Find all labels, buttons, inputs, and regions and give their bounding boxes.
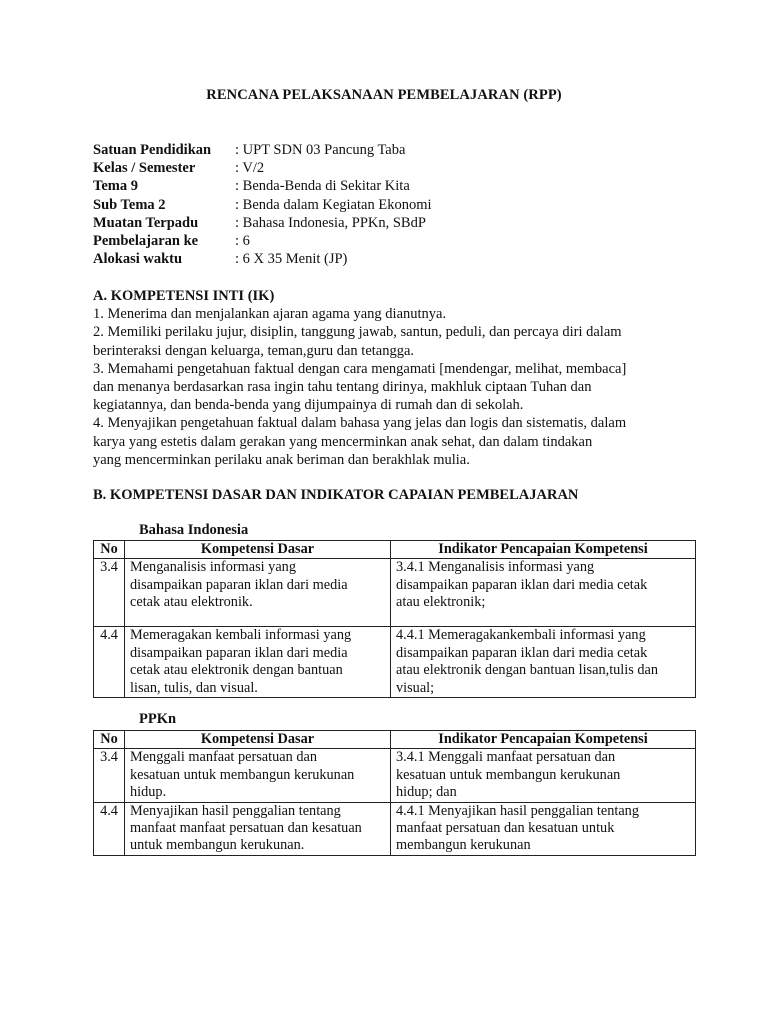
cell-line: untuk membangun kerukunan. [130, 837, 305, 854]
table-header-row [94, 731, 696, 749]
subject-label-bahasa-indonesia: Bahasa Indonesia [139, 522, 249, 538]
cell-no: 3.4 [94, 559, 125, 627]
cell-line: hidup. [130, 784, 167, 801]
identity-label: Tema 9 [93, 178, 138, 195]
paragraph-line: dan menanya berdasarkan rasa ingin tahu tentang dirinya, makhluk ciptaan Tuhan dan [93, 379, 592, 396]
identity-label: Muatan Terpadu [93, 214, 199, 231]
cell-line: disampaikan paparan iklan dari media [130, 644, 348, 661]
cell-line: cetak atau elektronik dengan bantuan [130, 662, 343, 679]
section-heading: A. KOMPETENSI INTI (IK) [93, 288, 275, 304]
cell-line: manfaat manfaat persatuan dan kesatuan [130, 820, 362, 837]
paragraph-line: berinteraksi dengan keluarga, teman,guru dan tetangga. [93, 342, 415, 359]
table-row [94, 627, 696, 698]
cell-indikator [391, 802, 696, 855]
cell-line: Memeragakan kembali informasi yang [130, 627, 352, 644]
identity-value: : UPT SDN 03 Pancung Taba [235, 142, 406, 158]
cell-indikator [391, 749, 696, 802]
cell-no: 3.4 [94, 749, 125, 802]
identity-row [93, 159, 432, 177]
cell-no: 4.4 [94, 802, 125, 855]
section-heading-kompetensi-dasar: B. KOMPETENSI DASAR DAN INDIKATOR CAPAIAN PEMBELAJARAN [93, 487, 579, 503]
header-indikator: Indikator Pencapaian Kompetensi [391, 731, 696, 749]
cell-line: 4.4.1 Menyajikan hasil penggalian tentang [396, 802, 639, 819]
header-indikator: Indikator Pencapaian Kompetensi [391, 541, 696, 559]
paragraph-line: 1. Menerima dan menjalankan ajaran agama yang dianutnya. [93, 306, 447, 323]
cell-kompetensi-dasar [125, 559, 391, 627]
identity-value: : 6 [235, 233, 250, 250]
identity-row [93, 232, 432, 250]
cell-line: 4.4.1 Memeragakankembali informasi yang [396, 627, 646, 644]
identity-value: : Benda dalam Kegiatan Ekonomi [235, 196, 432, 213]
paragraph-line: 2. Memiliki perilaku jujur, disiplin, tanggung jawab, santun, peduli, dan percaya diri dalam [93, 324, 622, 341]
cell-no: 4.4 [94, 627, 125, 698]
cell-kompetensi-dasar [125, 802, 391, 855]
cell-line: Menganalisis informasi yang [130, 559, 296, 576]
cell-line: 3.4.1 Menganalisis informasi yang [396, 559, 595, 576]
table-row [94, 749, 696, 802]
identity-row [93, 141, 432, 159]
paragraph-line: kegiatannya, dan benda-benda yang dijumpainya di rumah dan di sekolah. [93, 397, 524, 414]
cell-line: disampaikan paparan iklan dari media cetak [396, 576, 648, 593]
cell-line: kesatuan untuk membangun kerukunan [396, 766, 621, 783]
identity-value: : V/2 [235, 160, 265, 177]
header-kompetensi-dasar: Kompetensi Dasar [125, 541, 391, 559]
section-kompetensi-inti [93, 287, 693, 469]
paragraph-line: yang mencerminkan perilaku anak beriman dan berakhlak mulia. [93, 451, 470, 468]
identity-block [93, 141, 432, 268]
document-title: RENCANA PELAKSANAAN PEMBELAJARAN (RPP) [206, 87, 562, 103]
identity-label: Satuan Pendidikan [93, 142, 212, 158]
paragraph-line: karya yang estetis dalam gerakan yang mencerminkan anak sehat, dan dalam tindakan [93, 433, 593, 450]
cell-line: atau elektronik dengan bantuan lisan,tulis dan [396, 662, 659, 679]
subject-label-ppkn: PPKn [139, 711, 177, 727]
cell-line: manfaat persatuan dan kesatuan untuk [396, 820, 615, 837]
paragraph-line: 3. Memahami pengetahuan faktual dengan cara mengamati [mendengar, melihat, membaca] [93, 360, 627, 377]
identity-value: : 6 X 35 Menit (JP) [235, 251, 348, 268]
table-row [94, 802, 696, 855]
table-ppkn [93, 730, 696, 856]
cell-kompetensi-dasar [125, 749, 391, 802]
cell-line: disampaikan paparan iklan dari media [130, 576, 348, 593]
cell-indikator [391, 627, 696, 698]
identity-label: Kelas / Semester [93, 160, 196, 177]
cell-line: 3.4.1 Menggali manfaat persatuan dan [396, 749, 616, 766]
table-row [94, 559, 696, 627]
identity-value: : Benda-Benda di Sekitar Kita [235, 178, 410, 195]
identity-row [93, 250, 432, 268]
header-no: No [94, 541, 125, 559]
identity-value: : Bahasa Indonesia, PPKn, SBdP [235, 214, 426, 231]
cell-line: Menggali manfaat persatuan dan [130, 749, 317, 766]
identity-label: Sub Tema 2 [93, 196, 166, 213]
identity-label: Alokasi waktu [93, 251, 183, 268]
header-kompetensi-dasar: Kompetensi Dasar [125, 731, 391, 749]
identity-row [93, 177, 432, 195]
cell-line: lisan, tulis, dan visual. [130, 679, 258, 696]
identity-label: Pembelajaran ke [93, 233, 199, 250]
identity-row [93, 214, 432, 232]
header-no: No [94, 731, 125, 749]
cell-line: atau elektronik; [396, 594, 486, 611]
cell-line: cetak atau elektronik. [130, 594, 253, 611]
cell-line: Menyajikan hasil penggalian tentang [130, 802, 341, 819]
table-header-row [94, 541, 696, 559]
paragraph-line: 4. Menyajikan pengetahuan faktual dalam bahasa yang jelas dan logis dan sistematis, dalam [93, 415, 627, 432]
cell-line: visual; [396, 679, 435, 696]
cell-indikator [391, 559, 696, 627]
cell-line: kesatuan untuk membangun kerukunan [130, 766, 355, 783]
cell-kompetensi-dasar [125, 627, 391, 698]
cell-line: membangun kerukunan [396, 837, 531, 854]
cell-line: disampaikan paparan iklan dari media cetak [396, 644, 648, 661]
table-bahasa-indonesia [93, 540, 696, 698]
cell-line: hidup; dan [396, 784, 457, 801]
identity-row [93, 196, 432, 214]
